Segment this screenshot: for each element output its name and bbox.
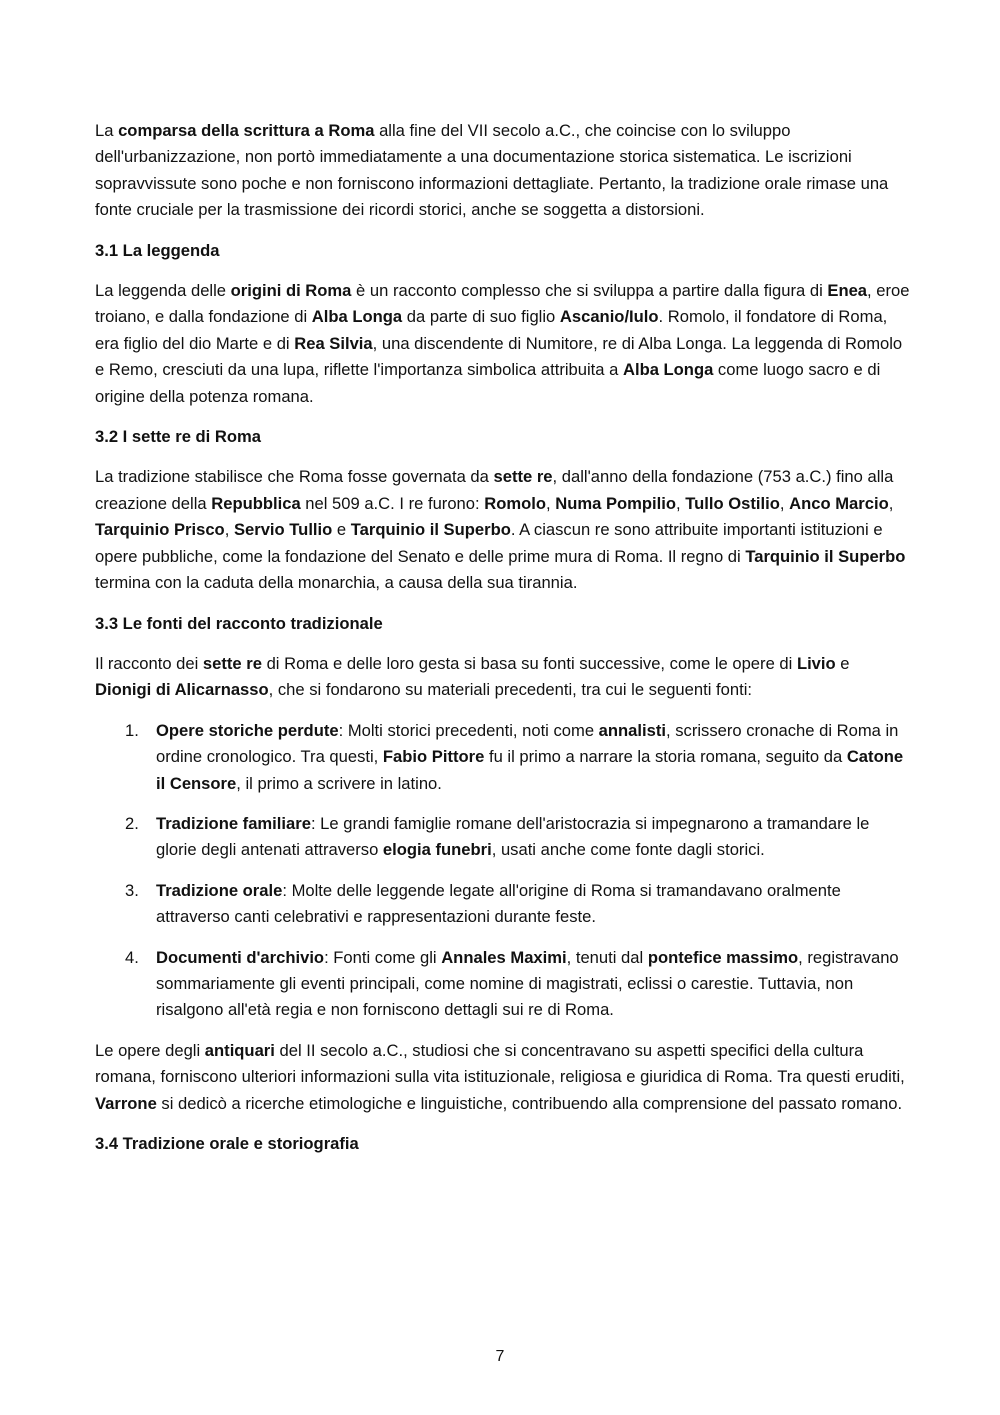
- bold-text: origini di Roma: [230, 281, 352, 301]
- bold-text: sette re: [202, 653, 262, 673]
- text-run: La: [95, 121, 119, 140]
- body-paragraph: [95, 464, 910, 596]
- bold-text: Tradizione orale: [156, 880, 283, 900]
- text-run: , scrissero cronache di Roma in ordine cronologico. Tra questi,: [156, 720, 899, 767]
- text-run: ,: [224, 520, 234, 540]
- sections-container: [95, 238, 910, 1158]
- text-run: , dall'anno della fondazione (753 a.C.) fino alla creazione della: [95, 467, 894, 513]
- list-item: [95, 945, 910, 1024]
- text-run: si dedicò a ricerche etimologiche e linguistiche, contribuendo alla comprensione del passato romano.: [156, 1093, 903, 1113]
- bold-text: Livio: [796, 653, 836, 673]
- text-run: nel 509 a.C. I re furono:: [300, 493, 485, 513]
- text-run: ,: [546, 493, 556, 513]
- bold-text: Annales Maximi: [441, 947, 567, 967]
- text-run: , eroe troiano, e dalla fondazione di: [95, 281, 910, 327]
- section-heading: 3.1 La leggenda: [95, 240, 220, 260]
- intro-paragraph: [95, 118, 910, 224]
- bold-text: Alba Longa: [311, 307, 403, 327]
- section-heading: 3.4 Tradizione orale e storiografia: [95, 1134, 359, 1153]
- text-run: : Molti storici precedenti, noti come: [338, 720, 599, 740]
- list-item: [95, 811, 910, 864]
- bold-text: comparsa della scrittura a Roma: [118, 121, 375, 140]
- text-run: e: [332, 520, 351, 540]
- text-run: , il primo a scrivere in latino.: [236, 773, 442, 793]
- text-run: è un racconto complesso che si sviluppa a partire dalla figura di: [351, 281, 828, 301]
- body-paragraph: [95, 651, 910, 704]
- body-paragraph: [95, 1038, 910, 1117]
- bold-text: Catone il Censore: [156, 747, 904, 793]
- text-run: come luogo sacro e di origine della potenza romana.: [95, 360, 881, 406]
- text-run: La leggenda delle: [95, 281, 231, 301]
- text-run: ,: [676, 493, 686, 513]
- section-heading: 3.2 I sette re di Roma: [95, 427, 262, 447]
- text-run: da parte di suo figlio: [402, 307, 560, 327]
- bold-text: annalisti: [598, 720, 666, 740]
- list-number: 4.: [125, 947, 139, 967]
- text-run: , usati anche come fonte dagli storici.: [491, 840, 765, 860]
- bold-text: Documenti d'archivio: [156, 947, 325, 967]
- list-number: 1.: [125, 720, 139, 740]
- bold-text: Servio Tullio: [233, 520, 333, 540]
- text-run: : Fonti come gli: [324, 947, 442, 967]
- bold-text: Fabio Pittore: [382, 747, 485, 767]
- list-item: [95, 718, 910, 797]
- bold-text: pontefice massimo: [647, 947, 799, 967]
- text-run: fu il primo a narrare la storia romana, seguito da: [484, 747, 847, 767]
- text-run: . Romolo, il fondatore di Roma, era figlio del dio Marte e di: [95, 307, 888, 353]
- bold-text: Tarquinio il Superbo: [745, 546, 906, 566]
- bold-text: elogia funebri: [382, 840, 492, 860]
- text-run: : Molte delle leggende legate all'origine di Roma si tramandavano oralmente attraverso canti celebrativi e rappresentazioni durante feste.: [156, 880, 841, 927]
- bold-text: Ascanio/Iulo: [559, 307, 659, 327]
- text-run: La tradizione stabilisce che Roma fosse governata da: [95, 467, 494, 487]
- bold-text: antiquari: [204, 1040, 275, 1060]
- bold-text: Romolo: [484, 493, 546, 513]
- text-run: , registravano sommariamente gli eventi principali, come nomine di magistrati, eclissi o carestie. Tuttavia, non risalgono all'età regia e non forniscono dettagli sui re di Roma.: [156, 947, 899, 1020]
- text-run: Le opere degli: [95, 1040, 205, 1060]
- list-number: 3.: [125, 880, 139, 900]
- bold-text: sette re: [493, 467, 553, 487]
- bold-text: Rea Silvia: [294, 333, 373, 353]
- bold-text: Tarquinio il Superbo: [350, 520, 511, 540]
- text-run: termina con la caduta della monarchia, a causa della sua tirannia.: [95, 573, 578, 593]
- bold-text: Anco Marcio: [789, 493, 889, 513]
- bold-text: Tradizione familiare: [156, 813, 311, 833]
- text-run: Il racconto dei: [95, 653, 203, 673]
- document-page: [95, 118, 910, 1171]
- page-number: 7: [495, 1348, 505, 1365]
- bold-text: Dionigi di Alicarnasso: [95, 680, 269, 700]
- bold-text: Alba Longa: [622, 360, 714, 380]
- text-run: , che si fondarono su materiali precedenti, tra cui le seguenti fonti:: [268, 680, 752, 700]
- bold-text: Tullo Ostilio: [685, 493, 780, 513]
- section-heading: 3.3 Le fonti del racconto tradizionale: [95, 613, 383, 633]
- text-run: alla fine del VII secolo a.C., che coincise con lo sviluppo dell'urbanizzazione, non portò immediatamente a una documentazione storica sistematica. Le iscrizioni sopravvissute sono poche e non forniscono informazioni dettagliate. Pertanto, la tradizione orale rimase una fonte cruciale per la trasmissione dei ricordi storici, anche se soggetta a distorsioni.: [95, 121, 889, 220]
- text-run: : Le grandi famiglie romane dell'aristocrazia si impegnarono a tramandare le glorie degli antenati attraverso: [156, 813, 870, 860]
- bold-text: Varrone: [95, 1093, 157, 1113]
- text-run: . A ciascun re sono attribuite importanti istituzioni e opere pubbliche, come la fondazione del Senato e delle prime mura di Roma. Il regno di: [95, 520, 883, 566]
- list-item: [95, 878, 910, 931]
- bold-text: Opere storiche perdute: [156, 720, 339, 740]
- bold-text: Numa Pompilio: [555, 493, 677, 513]
- bold-text: Tarquinio Prisco: [95, 520, 225, 540]
- list-number: 2.: [125, 813, 139, 833]
- text-run: del II secolo a.C., studiosi che si concentravano su aspetti specifici della cultura romana, forniscono ulteriori informazioni sulla vita istituzionale, religiosa e giuridica di Roma. Tra questi eruditi,: [95, 1040, 905, 1087]
- text-run: , una discendente di Numitore, re di Alba Longa. La leggenda di Romolo e Remo, cresciuti da una lupa, riflette l'importanza simbolica attribuita a: [95, 333, 903, 380]
- text-run: di Roma e delle loro gesta si basa su fonti successive, come le opere di: [261, 653, 797, 673]
- bold-text: Enea: [827, 281, 868, 301]
- text-run: ,: [888, 493, 894, 513]
- text-run: , tenuti dal: [566, 947, 648, 967]
- bold-text: Repubblica: [211, 493, 301, 513]
- numbered-list: [95, 718, 910, 1024]
- body-paragraph: [95, 278, 910, 410]
- text-run: e: [835, 653, 850, 673]
- text-run: ,: [779, 493, 790, 513]
